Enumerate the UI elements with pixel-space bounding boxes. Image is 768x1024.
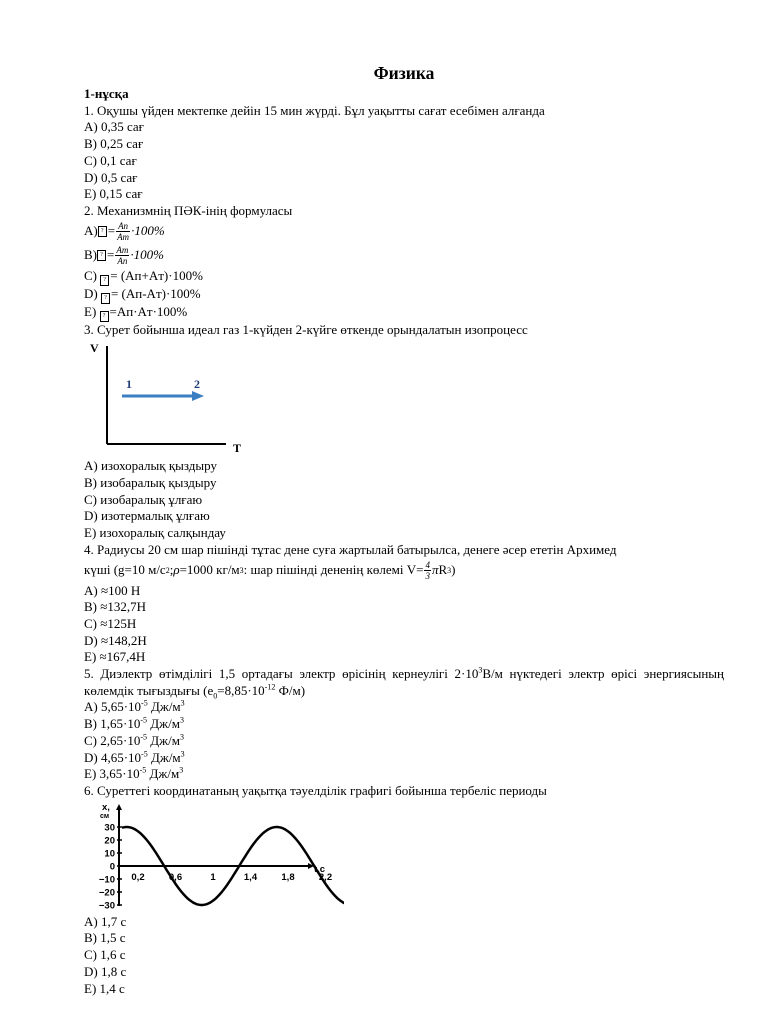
q2-b-prefix: B)	[84, 247, 97, 263]
q4-text-part: =1000 кг/м	[179, 562, 240, 578]
q5-sup: -12	[264, 682, 276, 692]
missing-glyph-icon: ?	[98, 226, 107, 237]
q5-text-part: 5. Диэлектр өтімділігі 1,5 ортадағы электр өрісінің кернеулігі 2·10	[84, 666, 479, 682]
q4-option-d: D) ≈148,2Н	[84, 632, 147, 648]
q5-b-main: B) 1,65·10	[84, 716, 141, 732]
missing-glyph-icon: ?	[100, 275, 109, 286]
q5-a-unit: Дж/м	[147, 699, 181, 715]
xt-graph-y-label-top: x,	[102, 801, 110, 813]
q4-option-e: E) ≈167,4Н	[84, 649, 146, 665]
q5-sub: 0	[213, 691, 218, 701]
q1-option-a: A) 0,35 сағ	[84, 119, 144, 135]
xt-graph-y-tick: −30	[98, 900, 115, 912]
q5-text	[84, 666, 724, 699]
xt-graph	[84, 802, 344, 914]
q2-option-e	[84, 304, 724, 322]
xt-graph-x-tick: 1	[210, 871, 216, 883]
xt-graph-x-tick: 1,4	[243, 871, 258, 883]
vt-graph	[84, 340, 284, 458]
q2-c-formula: = (Aп+Aт)·100%	[110, 267, 203, 283]
q5-e-main: E) 3,65·10	[84, 766, 140, 782]
q3-text: 3. Сурет бойынша идеал газ 1-күйден 2-күйге өткенде орындалатын изопроцесс	[84, 321, 528, 337]
xt-graph-y-tick: −20	[98, 887, 115, 899]
q5-c-unit: Дж/м	[147, 732, 180, 748]
q2-e-prefix: E)	[84, 303, 100, 319]
q2-a-fraction	[116, 221, 130, 242]
q4-option-b: B) ≈132,7Н	[84, 599, 147, 615]
q2-b-percent: ·100%	[130, 247, 164, 263]
q5-b-exp: -5	[140, 715, 148, 725]
q6-option-b: B) 1,5 с	[84, 930, 126, 946]
q5-text-part: Ф/м)	[275, 682, 306, 698]
q4-rho: ρ	[173, 562, 180, 578]
q4-text-part: : шар пішінді дененің көлемі V=	[243, 562, 424, 578]
q4-pi: π	[431, 562, 439, 578]
q4-text-part: )	[451, 562, 456, 578]
missing-glyph-icon: ?	[97, 250, 106, 261]
q5-a-exp: -5	[141, 699, 148, 709]
q5-e-unit: Дж/м	[146, 766, 180, 782]
arrow-right-icon	[192, 391, 204, 401]
q4-text-line1: 4. Радиусы 20 см шар пішінді тұтас дене суға жартылай батырылса, денеге әсер ететін Архимед	[84, 541, 617, 557]
q5-b-unit: Дж/м	[147, 716, 180, 732]
q5-option-b	[84, 716, 724, 733]
xt-graph-y-tick: 30	[104, 822, 115, 834]
q2-a-prefix: A)	[84, 223, 98, 239]
q5-c-exp: -5	[140, 732, 148, 742]
q6-option-e: E) 1,4 с	[84, 980, 125, 996]
q3-option-b: B) изобаралық қыздыру	[84, 475, 217, 491]
xt-graph-y-tick: 0	[109, 861, 115, 873]
q5-c-main: C) 2,65·10	[84, 732, 141, 748]
q5-option-c	[84, 733, 724, 750]
q5-d-unit-exp: 3	[180, 749, 185, 759]
q6-text: 6. Суреттегі координатаның уақытқа тәуелділік графигі бойынша тербеліс периоды	[84, 782, 547, 798]
q5-d-exp: -5	[141, 749, 148, 759]
missing-glyph-icon: ?	[101, 293, 110, 304]
vt-graph-point-2: 2	[194, 377, 200, 392]
q1-option-e: E) 0,15 сағ	[84, 186, 143, 202]
xt-graph-x-label: t,с	[314, 863, 326, 875]
q5-a-main: A) 5,65·10	[84, 699, 142, 715]
q4-frac-num: 4	[425, 560, 430, 571]
q4-option-c: C) ≈125Н	[84, 615, 137, 631]
q5-c-unit-exp: 3	[179, 732, 184, 742]
q4-frac-den: 3	[425, 571, 430, 582]
q2-option-c	[84, 268, 724, 286]
q4-option-a: A) ≈100 Н	[84, 582, 141, 598]
xt-graph-x-tick: 0,6	[168, 871, 183, 883]
q5-option-d	[84, 750, 724, 767]
q2-a-numerator: Aп	[118, 221, 129, 232]
q5-text-part: В/м нүктедегі электр өрісі энергиясының көлемдік тығыздығы (e	[84, 666, 724, 698]
vt-graph-point-1: 1	[126, 377, 132, 392]
q2-option-a	[84, 220, 724, 244]
q3-option-a: A) изохоралық қыздыру	[84, 458, 217, 474]
q4-fraction	[424, 560, 431, 581]
q2-b-fraction	[115, 245, 129, 266]
q2-b-numerator: Aт	[116, 245, 129, 256]
q2-option-b	[84, 244, 724, 268]
q6-option-c: C) 1,6 с	[84, 947, 126, 963]
q4-text-part: ;	[169, 562, 174, 578]
document-page	[84, 62, 724, 997]
q2-e-formula: =Aп·Aт·100%	[109, 303, 188, 319]
arrow-up-icon	[116, 804, 122, 810]
xt-graph-x-tick: 2,2	[318, 871, 333, 883]
xt-graph-y-tick: 10	[104, 848, 115, 860]
xt-graph-y-tick: 20	[104, 835, 115, 847]
xt-graph-x-tick: 1,8	[281, 871, 295, 883]
q2-a-eq: =	[107, 223, 116, 239]
q3-option-c: C) изобаралық ұлғаю	[84, 491, 203, 507]
xt-graph-x-tick: 0,2	[131, 871, 145, 883]
q2-d-formula: = (Aп-Aт)·100%	[110, 285, 201, 301]
q5-e-exp: -5	[139, 765, 147, 775]
vt-graph-x-label: T	[233, 441, 242, 456]
q3-option-d: D) изотермалық ұлғаю	[84, 508, 210, 524]
vt-graph-y-label: V	[90, 341, 99, 356]
q1-option-d: D) 0,5 сағ	[84, 169, 138, 185]
q5-d-main: D) 4,65·10	[84, 749, 142, 765]
q1-text: 1. Оқушы үйден мектепке дейін 15 мин жүрді. Бұл уақытты сағат есебімен алғанда	[84, 102, 545, 118]
q6-option-d: D) 1,8 с	[84, 963, 127, 979]
q5-sup: 3	[478, 665, 483, 675]
q5-b-unit-exp: 3	[179, 715, 184, 725]
xt-graph-y-label-bottom: см	[100, 812, 110, 820]
missing-glyph-icon: ?	[100, 311, 109, 322]
q5-d-unit: Дж/м	[147, 749, 181, 765]
q6-option-a: A) 1,7 с	[84, 913, 127, 929]
q2-b-denominator: Aп	[117, 256, 128, 267]
q5-text-part: =8,85·10	[217, 682, 265, 698]
q5-option-a	[84, 699, 724, 716]
q5-a-unit-exp: 3	[180, 699, 185, 709]
q1-option-c: C) 0,1 сағ	[84, 152, 137, 168]
q2-d-prefix: D)	[84, 285, 101, 301]
variant-label: 1-нұсқа	[84, 86, 129, 101]
q2-text: 2. Механизмнің ПӘК-інің формуласы	[84, 202, 293, 218]
document-title: Физика	[373, 63, 435, 83]
q3-option-e: E) изохоралық салқындау	[84, 525, 226, 541]
q2-b-eq: =	[107, 247, 115, 263]
q2-a-denominator: Aт	[117, 232, 130, 243]
q4-text-part: күші (g=10 м/с	[84, 562, 166, 578]
q1-option-b: B) 0,25 сағ	[84, 136, 144, 152]
q4-text-part: R	[438, 562, 448, 578]
q2-a-percent: ·100%	[131, 223, 165, 239]
q5-e-unit-exp: 3	[179, 765, 184, 775]
q4-text-line2: күші (g=10 м/с 2 ; ρ =1000 кг/м 3 : шар пішінді дененің көлемі V= $\frac{4}{3}$ π R 3 )	[84, 560, 456, 582]
xt-graph-y-tick: −10	[98, 874, 115, 886]
q2-c-prefix: C)	[84, 267, 101, 283]
q2-option-d	[84, 286, 724, 304]
q5-option-e	[84, 766, 724, 783]
